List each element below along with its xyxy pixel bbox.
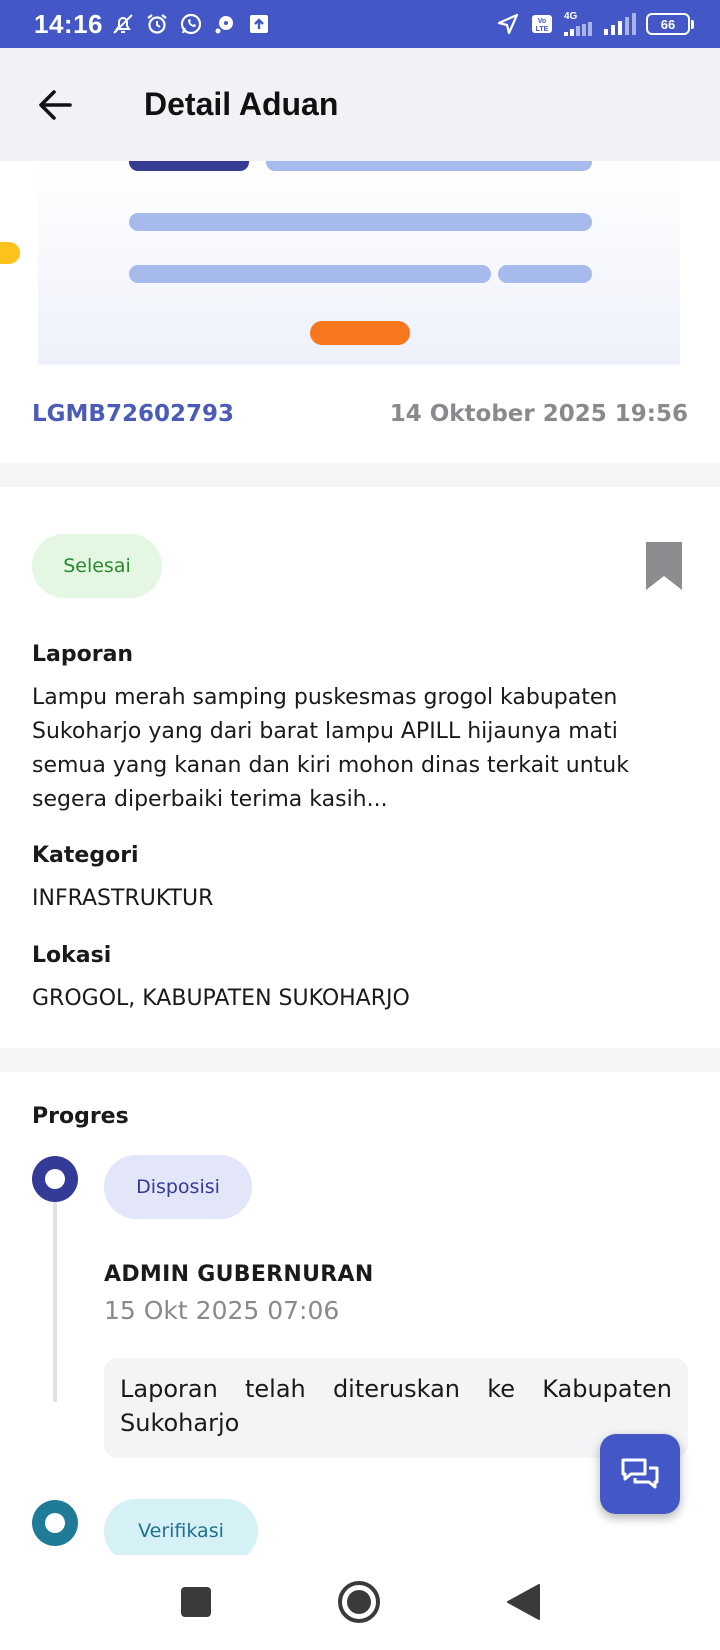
chat-bubbles-icon <box>619 1456 661 1492</box>
back-button[interactable] <box>30 80 80 130</box>
status-bar <box>0 0 720 48</box>
illustration-bar <box>266 161 592 171</box>
step-actor: ADMIN GUBERNURAN <box>104 1262 374 1287</box>
circle-home-icon <box>337 1580 381 1624</box>
section-divider <box>0 1048 720 1072</box>
location-arrow-icon <box>496 12 520 36</box>
illustration-bar <box>498 265 592 283</box>
section-divider <box>0 463 720 487</box>
system-nav-bar <box>0 1555 720 1650</box>
category-value: INFRASTRUKTUR <box>32 886 214 911</box>
recents-button[interactable] <box>171 1577 221 1627</box>
timeline-node <box>32 1500 78 1546</box>
page-title: Detail Aduan <box>144 86 339 122</box>
signal-bars-icon <box>564 22 594 36</box>
status-icons-left <box>111 12 271 36</box>
step-label-disposisi: Disposisi <box>104 1155 252 1219</box>
signal-4g <box>564 12 594 36</box>
bookmark-button[interactable] <box>644 540 684 592</box>
bell-off-icon <box>111 12 135 36</box>
illustration-bar <box>129 213 592 231</box>
home-button[interactable] <box>334 1577 384 1627</box>
alarm-icon <box>145 12 169 36</box>
status-time: 14:16 <box>34 8 103 39</box>
ticket-id: LGMB72602793 <box>32 401 234 427</box>
battery-icon <box>646 13 694 35</box>
location-value: GROGOL, KABUPATEN SUKOHARJO <box>32 986 410 1011</box>
triangle-back-icon <box>505 1583 541 1621</box>
svg-text:LTE: LTE <box>535 26 549 33</box>
report-text: Lampu merah samping puskesmas grogol kabupaten Sukoharjo yang dari barat lampu APILL hijaunya mati semua yang kanan dan kiri mohon dinas terkait untuk segera diperbaiki terima kasih... <box>32 685 629 812</box>
report-illustration <box>38 161 680 365</box>
svg-text:Vo: Vo <box>537 18 547 25</box>
signal-bars-icon-2 <box>604 13 636 35</box>
whatsapp-icon <box>179 12 203 36</box>
arrow-left-icon <box>37 89 73 121</box>
location-label: Lokasi <box>32 943 112 968</box>
timeline-line <box>53 1168 57 1402</box>
progress-title: Progres <box>32 1104 129 1129</box>
status-icons-right <box>496 12 694 36</box>
bookmark-icon <box>644 540 684 592</box>
illustration-bar <box>129 161 249 171</box>
step-time: 15 Okt 2025 07:06 <box>104 1296 340 1325</box>
illustration-bar <box>129 265 491 283</box>
volte-icon <box>530 12 554 36</box>
upload-icon <box>247 12 271 36</box>
ticket-date: 14 Oktober 2025 19:56 <box>389 401 688 427</box>
nav-back-button[interactable] <box>498 1577 548 1627</box>
battery-level: 66 <box>660 16 676 32</box>
step-note: Laporan telah diteruskan ke Kabupaten Sukoharjo <box>104 1358 688 1458</box>
ticket-meta-row <box>0 385 720 443</box>
illustration-button <box>310 321 410 345</box>
chat-bubble-icon <box>213 12 237 36</box>
chat-button[interactable] <box>600 1434 680 1514</box>
status-badge: Selesai <box>32 534 162 598</box>
app-bar <box>0 48 720 161</box>
decoration-dot <box>0 242 20 264</box>
category-label: Kategori <box>32 843 139 868</box>
step-label-verifikasi: Verifikasi <box>104 1499 258 1563</box>
report-label: Laporan <box>32 642 134 667</box>
square-recents-icon <box>180 1586 212 1618</box>
network-label: 4G <box>564 11 578 22</box>
timeline-node <box>32 1156 78 1202</box>
